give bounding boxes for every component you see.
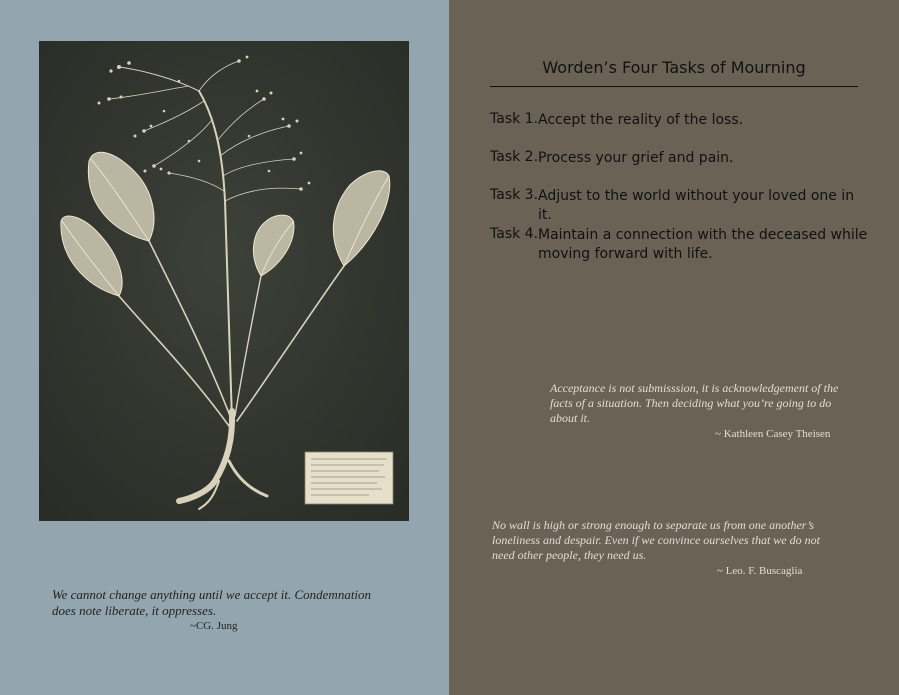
task-number: Task 1.: [490, 111, 539, 127]
theisen-quote: Acceptance is not submisssion, it is acknowledgement of the facts of a situation. Then deciding what you’re going to do about it.: [550, 381, 839, 425]
task-text: Process your grief and pain.: [538, 150, 734, 166]
task-number: Task 4.: [490, 226, 539, 242]
task-number: Task 3.: [490, 187, 539, 203]
plant-illustration: [39, 41, 409, 521]
buscaglia-attribution: ~ Leo. F. Buscaglia: [717, 565, 803, 577]
title-divider: [490, 86, 858, 87]
right-page: [449, 0, 899, 695]
specimen-label-card: [305, 452, 393, 504]
theisen-attribution: ~ Kathleen Casey Theisen: [715, 428, 831, 440]
task-text: Maintain a connection with the deceased while moving forward with life.: [538, 227, 868, 262]
jung-quote: We cannot change anything until we accept it. Condemnation does note liberate, it oppresses.: [52, 587, 372, 618]
task-number: Task 2.: [490, 149, 539, 165]
jung-attribution: ~CG. Jung: [190, 620, 238, 632]
page-title: Worden’s Four Tasks of Mourning: [542, 58, 806, 77]
buscaglia-quote: No wall is high or strong enough to separate us from one another’s loneliness and despair. Even if we convince ourselves that we do not need other people, they need us.: [492, 518, 820, 562]
botanical-plate-image: [39, 41, 409, 521]
task-text: Adjust to the world without your loved one in it.: [538, 188, 855, 223]
task-text: Accept the reality of the loss.: [538, 112, 744, 128]
